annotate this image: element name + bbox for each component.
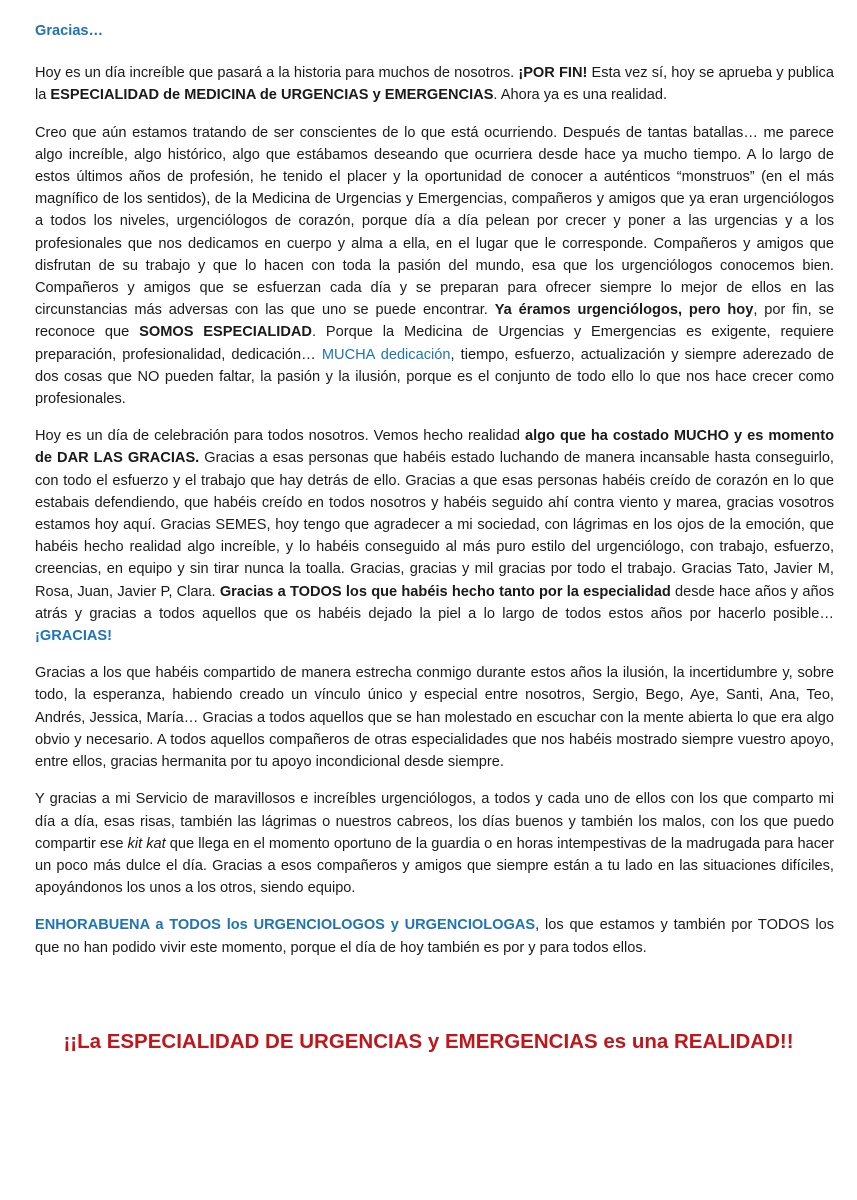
italic-text: kit kat bbox=[127, 835, 166, 852]
highlight-bold-text: ¡GRACIAS! bbox=[35, 628, 113, 645]
document-title: Gracias… bbox=[35, 23, 104, 39]
text-run: Hoy es un día de celebración para todos nosotros. Vemos hecho realidad bbox=[35, 428, 525, 445]
paragraph-congratulations bbox=[35, 914, 834, 958]
text-run: desde hace años y años atrás y gracias a todos aquellos que os habéis dejado la piel a lo largo de todos estos años por hacerlo posible… bbox=[35, 583, 834, 622]
paragraph-history bbox=[35, 122, 834, 411]
bold-text: ¡POR FIN! bbox=[518, 65, 588, 82]
text-run: Gracias a esas personas que habéis estado luchando de manera incansable hasta conseguirlo, con todo el esfuerzo y el trabajo que hay detrás de ello. Gracias a que esas personas habéis creído de corazón en lo que estabais defendiendo, que habéis creído en todos nosotros y habéis seguido ahí contra viento y marea, gracias vosotros estamos hoy aquí. Gracias SEMES, hoy tengo que agradecer a mi sociedad, con lágrimas en los ojos de la emoción, que habéis hecho realidad algo increíble, y lo habéis conseguido al más puro estilo del urgenciólogo, con trabajo, esfuerzo, creencias, en equipo y sin tirar nunca la toalla. Gracias, gracias y mil gracias por todo el trabajo. Gracias Tato, Javier M, Rosa, Juan, Javier P, Clara. bbox=[35, 450, 834, 600]
text-run: que llega en el momento oportuno de la guardia o en horas intempestivas de la madrugada para hacer un poco más dulce el día. Gracias a esos compañeros y amigos que siempre están a tu lado en las situaciones difíciles, apoyándonos los unos a los otros, siendo equipo. bbox=[35, 835, 834, 897]
bold-text: Ya éramos urgenciólogos, pero hoy bbox=[494, 302, 754, 319]
text-run: . Porque la Medicina de Urgencias y Emergencias es exigente, requiere preparación, profesionalidad, dedicación… bbox=[35, 324, 834, 363]
text-run: Esta vez sí, hoy se aprueba y publica la bbox=[35, 65, 834, 104]
bold-text: Gracias a TODOS los que habéis hecho tanto por la especialidad bbox=[219, 583, 671, 600]
bold-text: algo que ha costado MUCHO y es momento de DAR LAS GRACIAS. bbox=[35, 428, 834, 467]
text-run: , tiempo, esfuerzo, actualización y siempre aderezado de dos cosas que NO pueden faltar, la pasión y la ilusión, porque es el conjunto de todo ello lo que nos hace crecer como profesionales. bbox=[35, 346, 834, 408]
highlight-bold-text: ENHORABUENA a TODOS los URGENCIOLOGOS y URGENCIOLOGAS bbox=[35, 917, 536, 934]
paragraph-celebration bbox=[35, 425, 834, 647]
closing-headline: ¡¡La ESPECIALIDAD DE URGENCIAS y EMERGENCIAS es una REALIDAD!! bbox=[63, 1030, 794, 1053]
text-run: , los que estamos y también por TODOS los que no han podido vivir este momento, porque el día de hoy también es por y para todos ellos. bbox=[35, 917, 834, 956]
bold-text: ESPECIALIDAD de MEDICINA de URGENCIAS y EMERGENCIAS bbox=[50, 87, 494, 104]
text-run: , por fin, se reconoce que bbox=[35, 302, 834, 341]
paragraph-intro bbox=[35, 62, 834, 106]
text-run: . Ahora ya es una realidad. bbox=[493, 87, 668, 104]
text-run: Y gracias a mi Servicio de maravillosos e increíbles urgenciólogos, a todos y cada uno de ellos con los que comparto mi día a día, esas risas, también las lágrimas o nuestros cabreos, los días buenos y también los malos, con los que puedo compartir ese bbox=[35, 791, 834, 852]
paragraph-thanks-service bbox=[35, 788, 834, 899]
text-run: Hoy es un día increíble que pasará a la historia para muchos de nosotros. bbox=[35, 65, 519, 82]
paragraph-thanks-friends bbox=[35, 662, 834, 773]
bold-text: SOMOS ESPECIALIDAD bbox=[139, 324, 312, 341]
highlight-text: MUCHA dedicación bbox=[321, 346, 451, 363]
text-run: Creo que aún estamos tratando de ser conscientes de lo que está ocurriendo. Después de tantas batallas… me parece algo increíble, algo histórico, algo que estábamos deseando que ocurriera desde hace ya mucho tiempo. A lo largo de estos últimos años de profesión, he tenido el placer y la oportunidad de conocer a auténticos “monstruos” (en el más magnífico de los sentidos), de la Medicina de Urgencias y Emergencias, compañeros y amigos que ya eran urgenciólogos a todos los niveles, urgenciólogos de corazón, porque día a día pelean por crecer y poner a las urgencias y a los profesionales que nos dedicamos en cuerpo y alma a ella, en el lugar que le corresponde. Compañeros y amigos que disfrutan de su trabajo y que lo hacen con toda la pasión del mundo, esa que los urgenciólogos conocemos bien. Compañeros y amigos que se esfuerzan cada día y se preparan para ofrecer siempre lo mejor de ellos en las circunstancias más adversas con las que uno se puede encontrar. bbox=[35, 124, 834, 319]
text-run: Gracias a los que habéis compartido de manera estrecha conmigo durante estos años la ilusión, la incertidumbre y, sobre todo, la esperanza, habiendo creado un vínculo único y especial entre nosotros, Sergio, Bego, Aye, Santi, Ana, Teo, Andrés, Jessica, María… Gracias a todos aquellos que se han molestado en escuchar con la mente abierta lo que era algo obvio y necesario. A todos aquellos compañeros de otras especialidades que nos habéis mostrado siempre vuestro apoyo, entre ellos, gracias hermanita por tu apoyo incondicional desde siempre. bbox=[35, 665, 834, 771]
